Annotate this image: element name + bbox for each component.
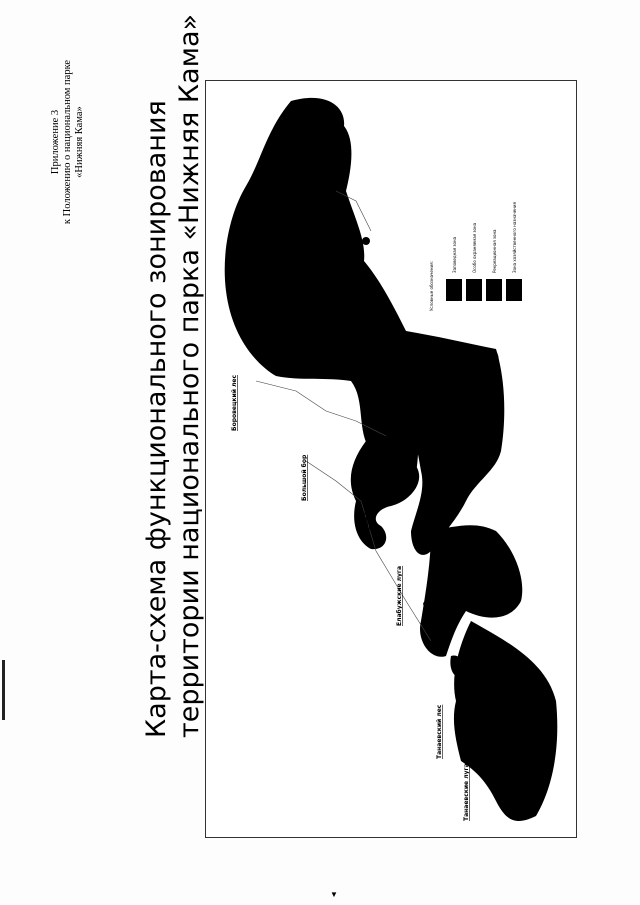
zoning-map: [205, 80, 577, 838]
appendix-line-1: Приложение 3: [50, 109, 61, 175]
legend-label-4: Зона хозяйственного назначения: [512, 202, 517, 273]
legend-swatch-3: [486, 279, 502, 301]
legend-label-1: Заповедная зона: [452, 236, 457, 273]
appendix-line-3: «Нижняя Кама»: [74, 106, 85, 178]
place-tanaevsky-les: Танаевский лес: [436, 704, 443, 759]
legend-heading: Условные обозначения:: [429, 261, 434, 311]
bottom-marker: ▼: [330, 890, 338, 899]
legend-label-3: Рекреационная зона: [492, 229, 497, 273]
map-drawing: [206, 81, 576, 837]
legend-swatch-2: [466, 279, 482, 301]
legend-swatch-1: [446, 279, 462, 301]
place-borovetsky: Боровецкий лес: [231, 374, 238, 431]
settlement-dot-1: [362, 237, 370, 245]
zone-middle-group: [351, 440, 419, 549]
title-line-1: Карта-схема функционального зонирования: [141, 100, 172, 738]
legend-label-2: Особо охраняемая зона: [472, 222, 477, 273]
place-bolshoy-bor: Большой бор: [301, 454, 308, 501]
margin-rule: [2, 660, 5, 720]
place-elabuzhskie: Елабужские луга: [396, 565, 403, 626]
place-tanaevskie-luga: Танаевские луга: [463, 763, 470, 821]
legend-swatch-4: [506, 279, 522, 301]
appendix-line-2: к Положению о национальном парке: [62, 59, 73, 225]
map-title: [140, 13, 206, 738]
appendix-note: [50, 52, 86, 232]
title-line-2: территории национального парка «Нижняя Кама»: [174, 13, 205, 738]
zone-river-band: [404, 331, 504, 555]
place-maly-bor: Малый бор: [363, 502, 370, 541]
